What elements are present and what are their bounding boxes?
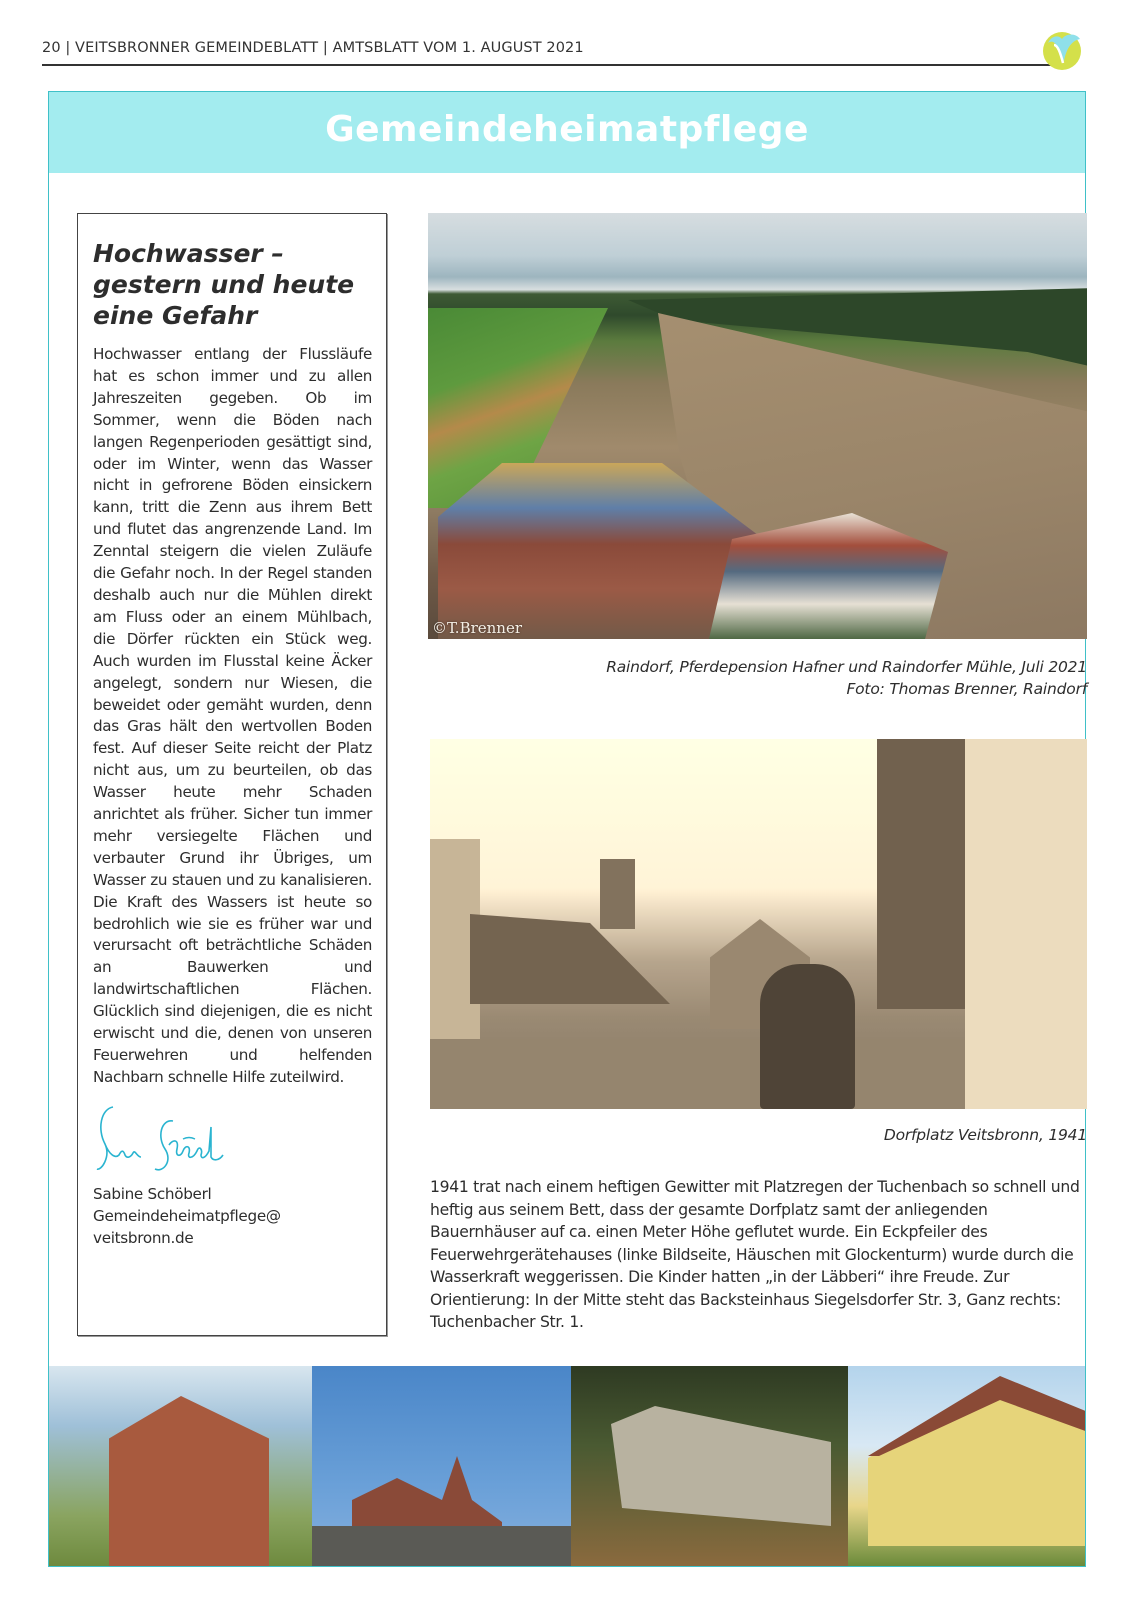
strip-photo-station [49,1366,312,1566]
section-title: Gemeindeheimatpflege [325,109,809,150]
caption-line-1: Raindorf, Pferdepension Hafner und Raindorfer Mühle, Juli 2021 [606,658,1087,676]
running-header: 20 | VEITSBRONNER GEMEINDEBLATT | AMTSBLATT VOM 1. AUGUST 2021 [42,40,584,56]
veitsbronn-logo-icon [1042,31,1082,71]
sidebar-article-box [77,213,387,1336]
section-banner [49,92,1085,173]
historic-photo-caption: Dorfplatz Veitsbronn, 1941 [883,1126,1087,1144]
author-email-line-2[interactable]: veitsbronn.de [93,1228,194,1247]
bottom-photo-strip [49,1366,1085,1566]
strip-photo-timber-house [848,1366,1085,1566]
photo-credit-watermark: ©T.Brenner [432,619,523,637]
flood-photo-caption [428,656,1087,700]
photo-right-wall [965,739,1087,1109]
headline-line-2: gestern und heute [93,270,355,299]
sidebar-body-text: Hochwasser entlang der Flussläufe hat es schon immer und zu allen Jahreszeiten gegeben. Ob im Sommer, wenn die Böden nach langen Regenperioden gesättigt sind, oder im Winter, wenn das Wasser nicht in gefrorene Böden einsickern kann, tritt die Zenn aus ihrem Bett und flutet das angrenzende Land. Im Zenntal steigern die vielen Zuläufe die Gefahr noch. In der Regel standen deshalb auch nur die Mühlen direkt am Fluss oder an einem Mühlbach, die Dörfer rückten ein Stück weg. Auch wurden im Flusstal keine Äcker angelegt, sondern nur Wiesen, die beweidet oder gemäht wurden, denn das Gras hält den wertvollen Boden fest. Auf dieser Seite reicht der Platz nicht aus, um zu beurteilen, ob das Wasser heute mehr Schaden anrichtet als früher. Sicher tun immer mehr versiegelte Flächen und verbauter Grund ihr Übriges, um Wasser zu stauen und zu kanalisieren. Die Kraft des Wassers ist heute so bedrohlich wie sie es früher war und verursacht oft beträchtliche Schäden an Bauwerken und landwirtschaftlichen Flächen. Glücklich sind diejenigen, die es nicht erwischt und die, denen von unseren Feuerwehren und helfenden Nachbarn schnelle Hilfe zuteilwird. [93,345,372,1086]
historic-village-photo [430,739,1087,1109]
photo-children [760,964,855,1109]
flood-aerial-photo [428,213,1087,639]
author-name: Sabine Schöberl [93,1184,212,1203]
photo-right-roof [877,739,972,1009]
headline-line-1: Hochwasser – [93,239,284,268]
header-rule [42,64,1052,66]
photo-brick-building [109,1396,269,1566]
sidebar-headline [93,238,372,331]
photo-stone-block [611,1406,831,1526]
author-email-line-1[interactable]: Gemeindeheimatpflege@ [93,1206,281,1225]
handwritten-signature-icon [93,1099,243,1179]
caption-line-2: Foto: Thomas Brenner, Raindorf [846,680,1087,698]
headline-line-3: eine Gefahr [93,301,258,330]
photo-bell-tower [600,859,635,929]
photo-left-roof [470,914,670,1004]
strip-photo-stone [571,1366,848,1566]
strip-photo-church [312,1366,571,1566]
article-body-text: 1941 trat nach einem heftigen Gewitter mit Platzregen der Tuchenbach so schnell und heftig aus seinem Bett, dass der gesamte Dorfplatz samt der anliegenden Bauernhäuser auf ca. einen Meter Höhe geflutet wurde. Ein Eckpfeiler des Feuerwehrgerätehauses (linke Bildseite, Häuschen mit Glockenturm) wurde durch die Wasserkraft weggerissen. Die Kinder hatten „in der Läbberi“ ihre Freude. Zur Orientierung: In der Mitte steht das Backsteinhaus Siegelsdorfer Str. 3, Ganz rechts: Tuchenbacher Str. 1. [430,1178,1080,1331]
content-frame [48,91,1086,1567]
photo-stone-wall [312,1526,571,1566]
